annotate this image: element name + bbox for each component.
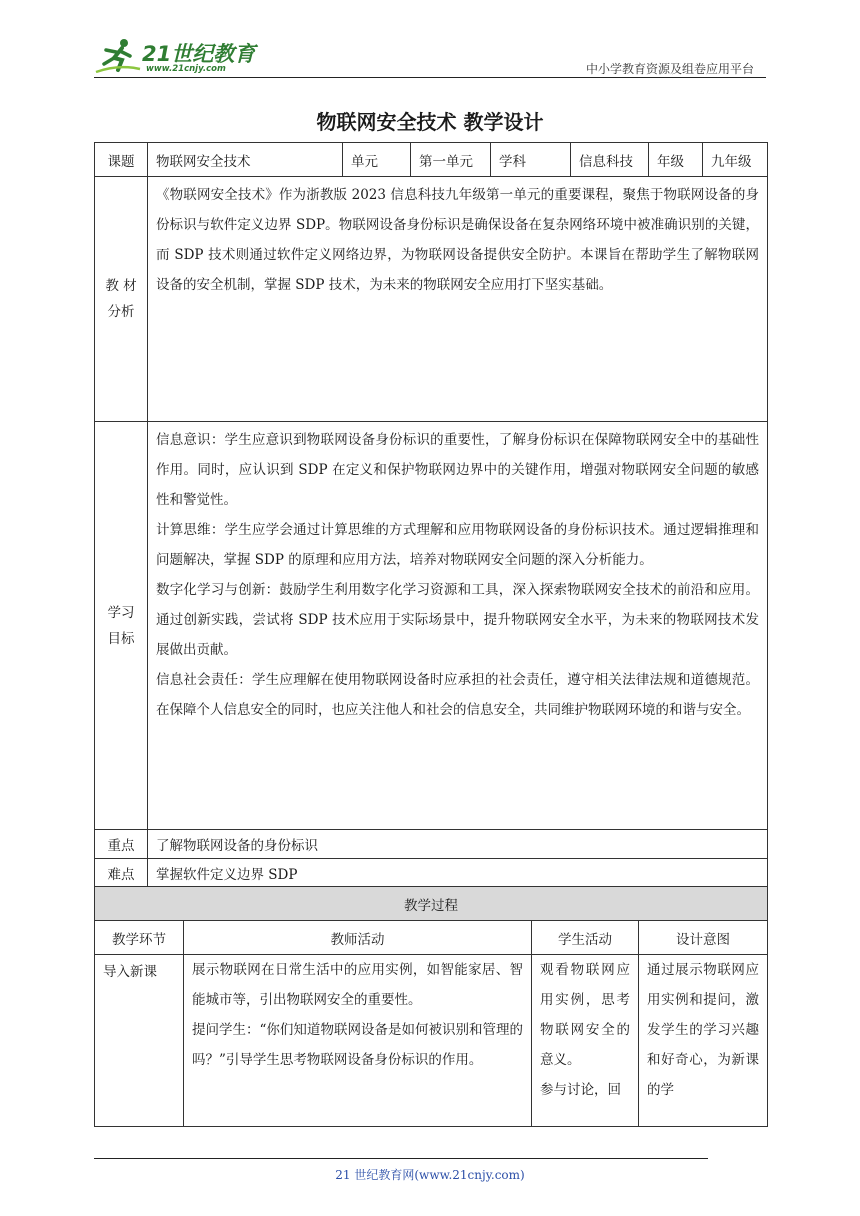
header-teacher: 教师活动 [184, 921, 532, 955]
difficulty-text: 掌握软件定义边界 SDP [148, 859, 768, 888]
analysis-text: 《物联网安全技术》作为浙教版 2023 信息科技九年级第一单元的重要课程，聚焦于物联网设备的身份标识与软件定义边界 SDP。物联网设备身份标识是确保设备在复杂网络环境中被准确识别的关键，而 SDP 技术则通过软件定义网络边界，为物联网设备提供安全防护。本课旨在帮助学生了解物联网设备的安全机制，掌握 SDP 技术，为未来的物联网安全应用打下坚实基础。 [148, 177, 768, 422]
course-value: 物联网安全技术 [148, 143, 343, 177]
footer-divider [94, 1158, 708, 1159]
page-header [94, 30, 766, 80]
objective-social-responsibility: 信息社会责任：学生应理解在使用物联网设备时应承担的社会责任，遵守相关法律法规和道德规范。在保障个人信息安全的同时，也应关注他人和社会的信息安全，共同维护物联网环境的和谐与安全。 [156, 672, 759, 718]
grade-value: 九年级 [703, 143, 768, 177]
key-point-text: 了解物联网设备的身份标识 [148, 830, 768, 859]
process-row-intro [95, 955, 768, 1127]
objective-info-awareness: 信息意识：学生应意识到物联网设备身份标识的重要性，了解身份标识在保障物联网安全中的基础性作用。同时，应认识到 SDP 在定义和保护物联网边界中的关键作用，增强对物联网安全问题的敏感性和警觉性。 [156, 432, 759, 508]
teacher-activity-2: 提问学生：“你们知道物联网设备是如何被识别和管理的吗？”引导学生思考物联网设备身份标识的作用。 [192, 1022, 523, 1068]
header-student: 学生活动 [532, 921, 639, 955]
unit-value: 第一单元 [411, 143, 491, 177]
teaching-process-table [94, 886, 768, 1127]
header-divider [94, 77, 766, 78]
key-point-row [95, 830, 768, 859]
runner-logo-icon [94, 36, 142, 76]
analysis-row [95, 177, 768, 422]
lesson-info-table [94, 142, 768, 888]
subject-value: 信息科技 [571, 143, 649, 177]
process-title: 教学过程 [95, 887, 768, 921]
info-row [95, 143, 768, 177]
logo-text: 21世纪教育 [142, 42, 256, 66]
process-title-row [95, 887, 768, 921]
subject-label: 学科 [491, 143, 571, 177]
analysis-label: 教 材 分析 [95, 177, 148, 422]
process-header-row [95, 921, 768, 955]
stage-cell: 导入新课 [95, 955, 184, 1127]
student-activity-2: 参与讨论，回 [540, 1082, 621, 1098]
objective-digital-learning: 数字化学习与创新：鼓励学生利用数字化学习资源和工具，深入探索物联网安全技术的前沿和应用。通过创新实践，尝试将 SDP 技术应用于实际场景中，提升物联网安全水平，为未来的物联网技术发展做出贡献。 [156, 582, 759, 658]
grade-label: 年级 [649, 143, 703, 177]
course-label: 课题 [95, 143, 148, 177]
unit-label: 单元 [343, 143, 411, 177]
difficulty-label: 难点 [95, 859, 148, 888]
logo [94, 36, 274, 76]
difficulty-row [95, 859, 768, 888]
platform-name: 中小学教育资源及组卷应用平台 [585, 62, 754, 76]
objectives-label: 学习 目标 [95, 422, 148, 830]
objective-computational-thinking: 计算思维：学生应学会通过计算思维的方式理解和应用物联网设备的身份标识技术。通过逻辑推理和问题解决，掌握 SDP 的原理和应用方法，培养对物联网安全问题的深入分析能力。 [156, 522, 759, 568]
header-stage: 教学环节 [95, 921, 184, 955]
footer-text: 21 世纪教育网(www.21cnjy.com) [335, 1168, 525, 1182]
document-title: 物联网安全技术 教学设计 [316, 110, 544, 134]
objectives-text [148, 422, 768, 830]
teacher-activity-1: 展示物联网在日常生活中的应用实例，如智能家居、智能城市等，引出物联网安全的重要性。 [192, 962, 523, 1008]
header-intent: 设计意图 [639, 921, 768, 955]
student-activity-cell [532, 955, 639, 1127]
teacher-activity-cell [184, 955, 532, 1127]
key-point-label: 重点 [95, 830, 148, 859]
student-activity-1: 观看物联网应用实例，思考物联网安全的意义。 [540, 962, 630, 1068]
objectives-row [95, 422, 768, 830]
design-intent-cell: 通过展示物联网应用实例和提问，激发学生的学习兴趣和好奇心，为新课的学 [639, 955, 768, 1127]
logo-url: www.21cnjy.com [146, 64, 226, 74]
